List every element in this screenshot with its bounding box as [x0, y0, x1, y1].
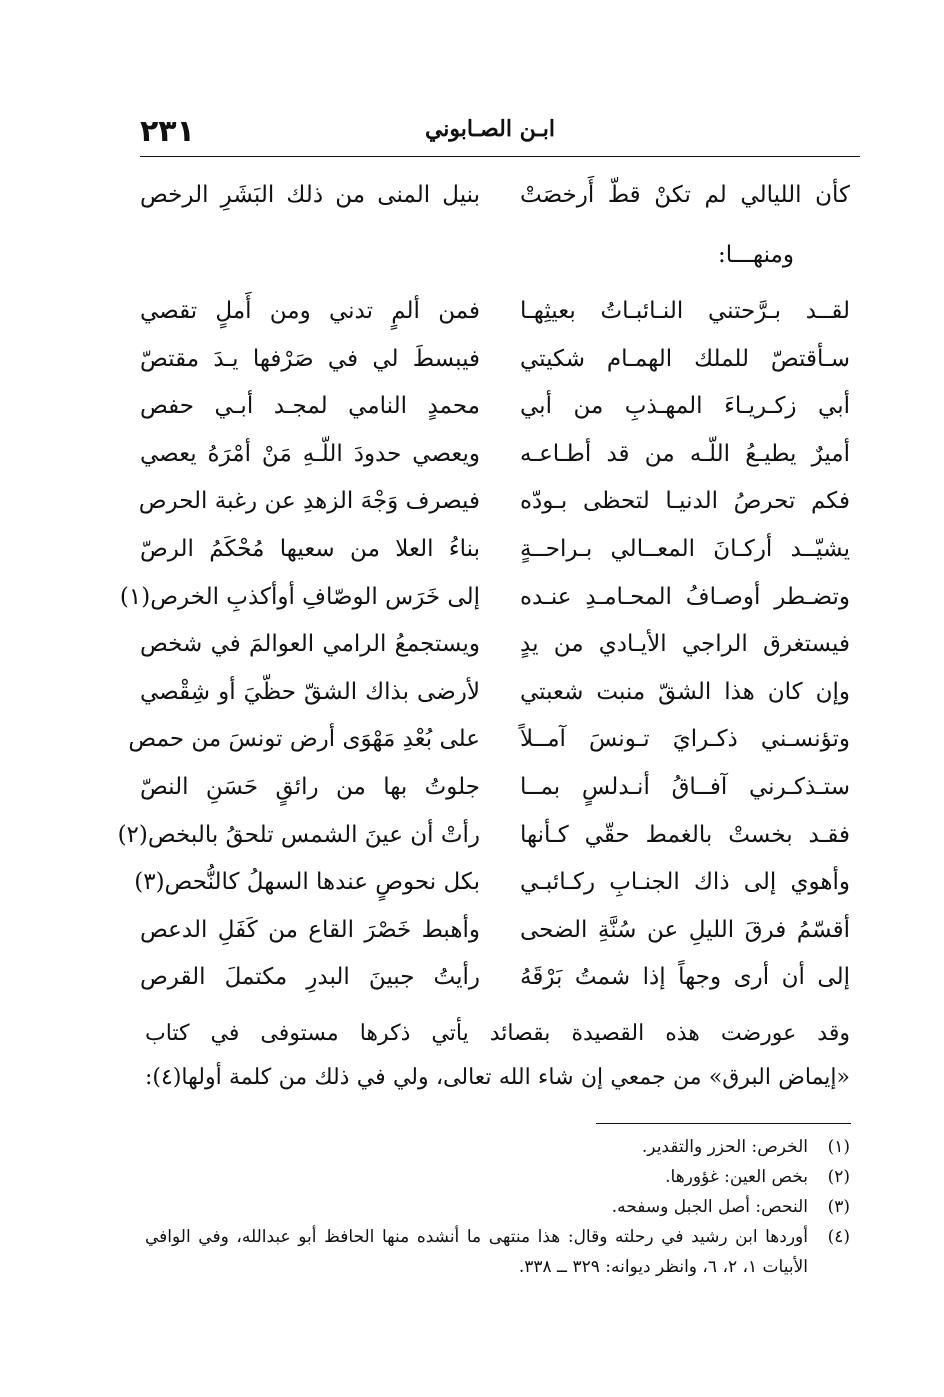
verse-first-hemistich: ستـذكـرني آفــاقُ أنـدلسٍ بمــا: [520, 773, 850, 800]
footnote-text: أوردها ابن رشيد في رحلته وقال: هذا منتهى ما أنشده منها الحافظ أبو عبدالله، وفي الوافي الأبيات ١، ٢، ٦، وانظر ديوانه: ٣٢٩ ــ ٣٣٨.: [145, 1227, 808, 1277]
footnote-number: (٤): [827, 1227, 850, 1247]
footnote-text: الخرص: الحزر والتقدير.: [641, 1137, 808, 1157]
running-title: ابـن الصـابوني: [424, 116, 556, 142]
verse-second-hemistich: جلوتُ بها من رائقٍ حَسَنِ النصّ: [140, 773, 480, 800]
verse-second-hemistich: بناءُ العلا من سعيها مُحْكَمُ الرصّ: [140, 535, 480, 562]
verse-first-hemistich: لقــد بـرَّحتني النـائبـاتُ بعيثِهـا: [520, 298, 850, 324]
footnote: [145, 1192, 850, 1222]
verse-second-hemistich: فيبسطَ لي في صَرْفها يـدَ مقتصّ: [140, 345, 480, 372]
verse-first-hemistich: وتؤنسـني ذكـرايَ تـونسَ آمــلاً: [520, 726, 850, 753]
verse-first-hemistich: أقسّمُ فرقَ الليلِ عن سُنَّةِ الضحى: [520, 916, 850, 943]
footnote-number: (١): [827, 1137, 850, 1157]
verse-line: [119, 576, 850, 624]
prose-line: «إيماض البرق» من جمعي إن شاء الله تعالى، ولي في ذلك من كلمة أولها(٤):: [145, 1065, 850, 1090]
verse-first-hemistich: يشيّــد أركـانَ المعــالي بـراحــةٍ: [520, 535, 850, 562]
footnote-text: بخص العين: غؤورها.: [665, 1167, 808, 1187]
verse-first-hemistich: سـأقتصّ للملك الهمـام شكيتي: [520, 345, 850, 372]
verse-second-hemistich: إلى خَرَس الوصّافِ أوأكذبِ الخرص(١): [119, 583, 480, 610]
verse-line: [140, 290, 850, 338]
verse-line: [117, 814, 850, 862]
verse-second-hemistich: محمدٍ النامي لمجـد أبـي حفص: [140, 393, 480, 420]
section-label: ومنهـــا:: [718, 242, 794, 268]
verse-second-hemistich: لأرضى بذاك الشقّ حظّيَ أو شِقْصي: [140, 678, 480, 705]
verse-line: [140, 385, 850, 433]
verse-first-hemistich: وأهوي إلى ذاك الجنـابِ ركـائبـي: [520, 869, 850, 896]
footnote-number: (٢): [827, 1167, 850, 1187]
verse-line: [140, 909, 850, 957]
verse-first-hemistich: فقـد بخستْ بالغمط حقّي كـأنها: [520, 821, 850, 848]
footnote-number: (٣): [827, 1197, 850, 1217]
verse-line: [140, 623, 850, 671]
verse-first-hemistich: إلى أن أرى وجهاً إذا شمتُ بَرْقَهُ: [520, 964, 850, 991]
verse-line: [140, 528, 850, 576]
page-header: [120, 108, 860, 164]
verse-second-hemistich: فيصرف وَجْهَ الزهدِ عن رغبة الحرص: [138, 488, 480, 515]
verse-first-hemistich: وإن كان هذا الشقّ منبت شعبتي: [520, 678, 850, 705]
footnote: [145, 1222, 850, 1282]
verse-line: [128, 718, 850, 766]
verse-second-hemistich: رأيتُ جبينَ البدرِ مكتملَ القرص: [140, 964, 480, 991]
verse-line: [140, 174, 850, 222]
prose-paragraph: [145, 1012, 850, 1100]
verse-second-hemistich: فمن ألمٍ تدني ومن أَملٍ تقصي: [140, 298, 480, 324]
verse-first-hemistich: فيستغرق الراجي الأيـادي من يدٍ: [520, 631, 850, 658]
verse-line: [134, 861, 850, 909]
verse-second-hemistich: رأتْ أن عينَ الشمس تلحقُ بالبخص(٢): [117, 821, 480, 848]
verse-line: [140, 766, 850, 814]
verse-second-hemistich: ويعصي حدودَ اللّـهِ مَنْ أمْرَهُ يعصي: [140, 440, 480, 467]
footnote: [145, 1162, 850, 1192]
verse-block-intro: [140, 174, 850, 222]
verse-first-hemistich: أميرٌ يطيـعُ اللّـه من قد أطـاعـه: [520, 440, 850, 467]
verse-second-hemistich: ويستجمعُ الرامي العوالمَ في شخص: [140, 631, 480, 658]
verse-first-hemistich: وتضـطر أوصـافُ المحـامـدِ عنـده: [520, 583, 850, 610]
verse-second-hemistich: بنيل المنى من ذلك البَشَرِ الرخص: [140, 182, 480, 208]
footnote: [145, 1132, 850, 1162]
poem-verses: [117, 290, 850, 1004]
verse-second-hemistich: بكل نحوصٍ عندها السهلُ كالنُّحص(٣): [134, 869, 480, 896]
verse-line: [140, 671, 850, 719]
verse-first-hemistich: فكم تحرصُ الدنيـا لتحظى بـودّه: [520, 488, 850, 515]
verse-line: [140, 433, 850, 481]
verse-line: [140, 956, 850, 1004]
verse-second-hemistich: وأهبط خَصْرَ القاع من كَفَلِ الدعص: [140, 916, 480, 943]
verse-first-hemistich: أبي زكـريـاءَ المهـذبِ من أبي: [520, 393, 850, 420]
footnotes: [145, 1132, 850, 1282]
footnote-text: النحص: أصل الجبل وسفحه.: [611, 1197, 808, 1217]
verse-second-hemistich: على بُعْدِ مَهْوَى أرض تونسَ من حمص: [128, 726, 480, 753]
footnote-rule: [596, 1123, 851, 1124]
header-rule: [140, 156, 860, 157]
page-number: ٢٣١: [140, 114, 195, 149]
verse-line: [140, 480, 850, 528]
verse-line: [140, 338, 850, 386]
prose-line: وقد عورضت هذه القصيدة بقصائد يأتي ذكرها مستوفى في كتاب: [145, 1021, 850, 1046]
verse-first-hemistich: كأن الليالي لم تكنْ قطّ أَرخصَتْ: [520, 182, 850, 208]
